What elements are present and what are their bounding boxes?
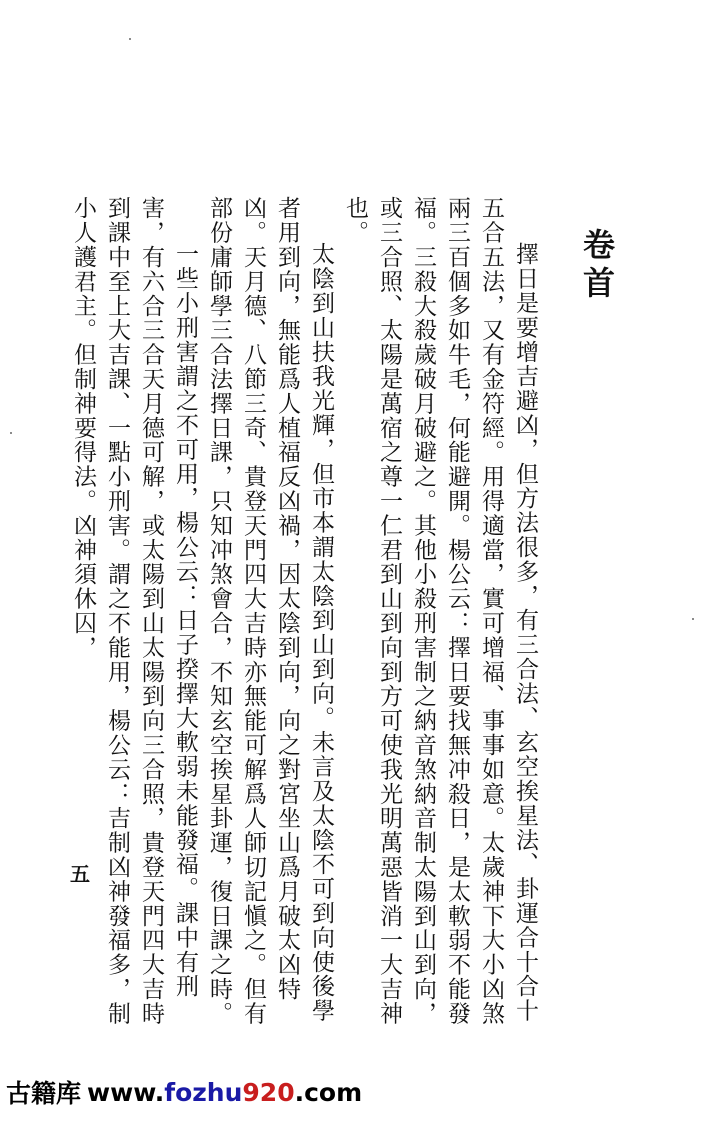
scan-speck [692, 618, 694, 620]
scan-speck [10, 432, 12, 434]
page-number: 五 [70, 862, 90, 886]
watermark-url-num: 920 [242, 1077, 295, 1107]
chapter-title: 卷首 [578, 228, 616, 304]
paragraph-3: 一些小刑害謂之不可用，楊公云：日子揆擇大軟弱未能發福。課中有刑害，有六合三合天月德可解，或太陽到山太陽到向三合照，貴登天門四大吉時到課中至上大吉課、一點小刑害。謂之不能用，楊公云：吉制凶神發福多，制小人護君主。但制神要得法。凶神須休囚， [70, 196, 198, 1026]
paragraph-2: 太陰到山扶我光輝，但市本謂太陰到山到向。未言及太陰不可到向使後學者用到向，無能爲人植福反凶禍，因太陰到向，向之對宮坐山爲月破太凶特凶。天月德、八節三奇、貴登天門四大吉時亦無能可解爲人師切記愼之。但有部份庸師學三合法擇日課，只知冲煞會合，不知玄空挨星卦運，復日課之時。 [206, 196, 334, 1026]
watermark-logo [6, 1068, 362, 1116]
paragraph-1: 擇日是要增吉避凶，但方法很多，有三合法、玄空挨星法、卦運合十合十五合五法，又有金符經。用得適當，實可增福、事事如意。太歲神下大小凶煞兩三百個多如牛毛，何能避開。楊公云：擇日要找無冲殺日，是太軟弱不能發福。三殺大殺歲破月破避之。其他小殺刑害制之納音煞納音制太陽到山到向，或三合照、太陽是萬宿之尊一仁君到山到向到方可使我光明萬惡皆消一大吉神也。 [342, 196, 538, 1026]
watermark-url-prefix: www. [87, 1077, 165, 1107]
watermark-url-mid: fozhu [164, 1077, 243, 1107]
watermark-site-name: 古籍库 [6, 1079, 82, 1108]
scan-speck [129, 38, 131, 40]
watermark-url-suffix: .com [294, 1077, 363, 1107]
body-text [66, 196, 542, 1026]
